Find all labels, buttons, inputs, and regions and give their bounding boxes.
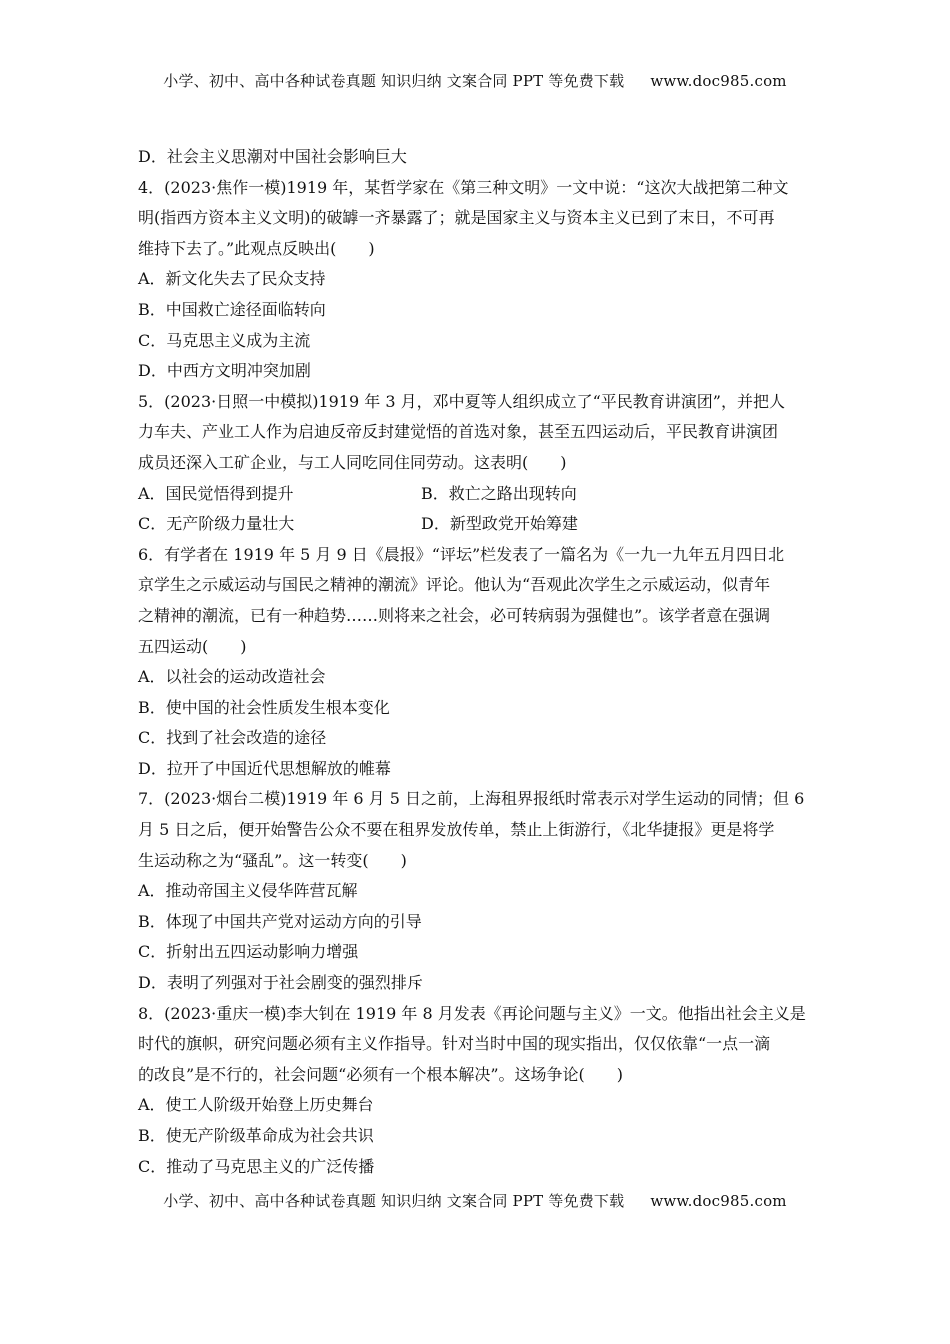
q7-option-a: A．推动帝国主义侵华阵营瓦解 — [138, 881, 358, 901]
q7-stem-line: 生运动称之为“骚乱”。这一转变( ) — [138, 850, 407, 870]
q6-stem-line: 五四运动( ) — [138, 636, 247, 656]
q8-option-a: A．使工人阶级开始登上历史舞台 — [138, 1095, 374, 1115]
q6-option-b: B．使中国的社会性质发生根本变化 — [138, 697, 390, 717]
q6-stem-line: 6．有学者在 1919 年 5 月 9 日《晨报》“评坛”栏发表了一篇名为《一九一九年五月四日北 — [138, 544, 785, 564]
q5-stem-line: 成员还深入工矿企业，与工人同吃同住同劳动。这表明( ) — [138, 452, 567, 472]
q6-stem-line: 京学生之示威运动与国民之精神的潮流》评论。他认为“吾观此次学生之示威运动，似青年 — [138, 575, 771, 595]
q6-option-d: D．拉开了中国近代思想解放的帷幕 — [138, 758, 391, 778]
q5-stem-line: 力车夫、产业工人作为启迪反帝反封建觉悟的首选对象，甚至五四运动后，平民教育讲演团 — [138, 422, 779, 442]
q4-option-d: D．中西方文明冲突加剧 — [138, 361, 311, 381]
q8-stem-line: 时代的旗帜，研究问题必须有主义作指导。针对当时中国的现实指出，仅仅依靠“一点一滴 — [138, 1034, 771, 1054]
question-7 — [138, 784, 814, 998]
q7-stem-line: 7．(2023·烟台二模)1919 年 6 月 5 日之前，上海租界报纸时常表示对学生运动的同情；但 6 — [138, 789, 805, 809]
header-site-link[interactable]: www.doc985.com — [650, 72, 787, 90]
question-4 — [138, 173, 814, 387]
q4-stem-line: 维持下去了。”此观点反映出( ) — [138, 238, 375, 258]
prev-question-option-d: D．社会主义思潮对中国社会影响巨大 — [138, 147, 407, 166]
q5-option-d: D．新型政党开始筹建 — [421, 514, 578, 534]
question-8 — [138, 999, 814, 1183]
question-5 — [138, 387, 814, 540]
question-6 — [138, 540, 814, 785]
q7-option-d: D．表明了列强对于社会剧变的强烈排斥 — [138, 973, 423, 993]
q6-stem-line: 之精神的潮流，已有一种趋势……则将来之社会，必可转病弱为强健也”。该学者意在强调 — [138, 605, 771, 625]
footer-text: 小学、初中、高中各种试卷真题 知识归纳 文案合同 PPT 等免费下载 — [163, 1192, 625, 1210]
q8-option-b: B．使无产阶级革命成为社会共识 — [138, 1126, 374, 1145]
q8-stem-line: 8．(2023·重庆一模)李大钊在 1919 年 8 月发表《再论问题与主义》一文。他指出社会主义是 — [138, 1003, 806, 1023]
q4-stem-line: 4．(2023·焦作一模)1919 年，某哲学家在《第三种文明》一文中说：“这次大战把第二种文 — [138, 177, 789, 197]
q5-options-row — [138, 479, 814, 510]
q5-option-a: A．国民觉悟得到提升 — [138, 483, 294, 503]
q7-option-c: C．折射出五四运动影响力增强 — [138, 942, 359, 962]
question-content — [138, 142, 814, 1182]
q4-option-b: B．中国救亡途径面临转向 — [138, 299, 326, 319]
q5-option-c: C．无产阶级力量壮大 — [138, 514, 295, 534]
q8-stem-line: 的改良”是不行的，社会问题“必须有一个根本解决”。这场争论( ) — [138, 1064, 624, 1084]
q6-option-c: C．找到了社会改造的途径 — [138, 728, 327, 748]
q8-option-c: C．推动了马克思主义的广泛传播 — [138, 1156, 375, 1176]
q7-stem-line: 月 5 日之后，便开始警告公众不要在租界发放传单，禁止上街游行，《北华捷报》更是将学 — [138, 820, 775, 840]
header-text: 小学、初中、高中各种试卷真题 知识归纳 文案合同 PPT 等免费下载 — [163, 72, 625, 90]
page-header — [0, 70, 950, 91]
q6-option-a: A．以社会的运动改造社会 — [138, 667, 326, 687]
q7-option-b: B．体现了中国共产党对运动方向的引导 — [138, 911, 422, 931]
q5-stem-line: 5．(2023·日照一中模拟)1919 年 3 月，邓中夏等人组织成立了“平民教育讲演团”，并把人 — [138, 391, 785, 411]
page-footer — [0, 1190, 950, 1211]
q4-option-a: A．新文化失去了民众支持 — [138, 269, 326, 289]
q5-options-row — [138, 509, 814, 540]
q4-option-c: C．马克思主义成为主流 — [138, 330, 311, 350]
q5-option-b: B．救亡之路出现转向 — [421, 483, 577, 503]
footer-site-link[interactable]: www.doc985.com — [650, 1192, 787, 1210]
q4-stem-line: 明(指西方资本主义文明)的破罅一齐暴露了；就是国家主义与资本主义已到了末日，不可再 — [138, 208, 775, 228]
